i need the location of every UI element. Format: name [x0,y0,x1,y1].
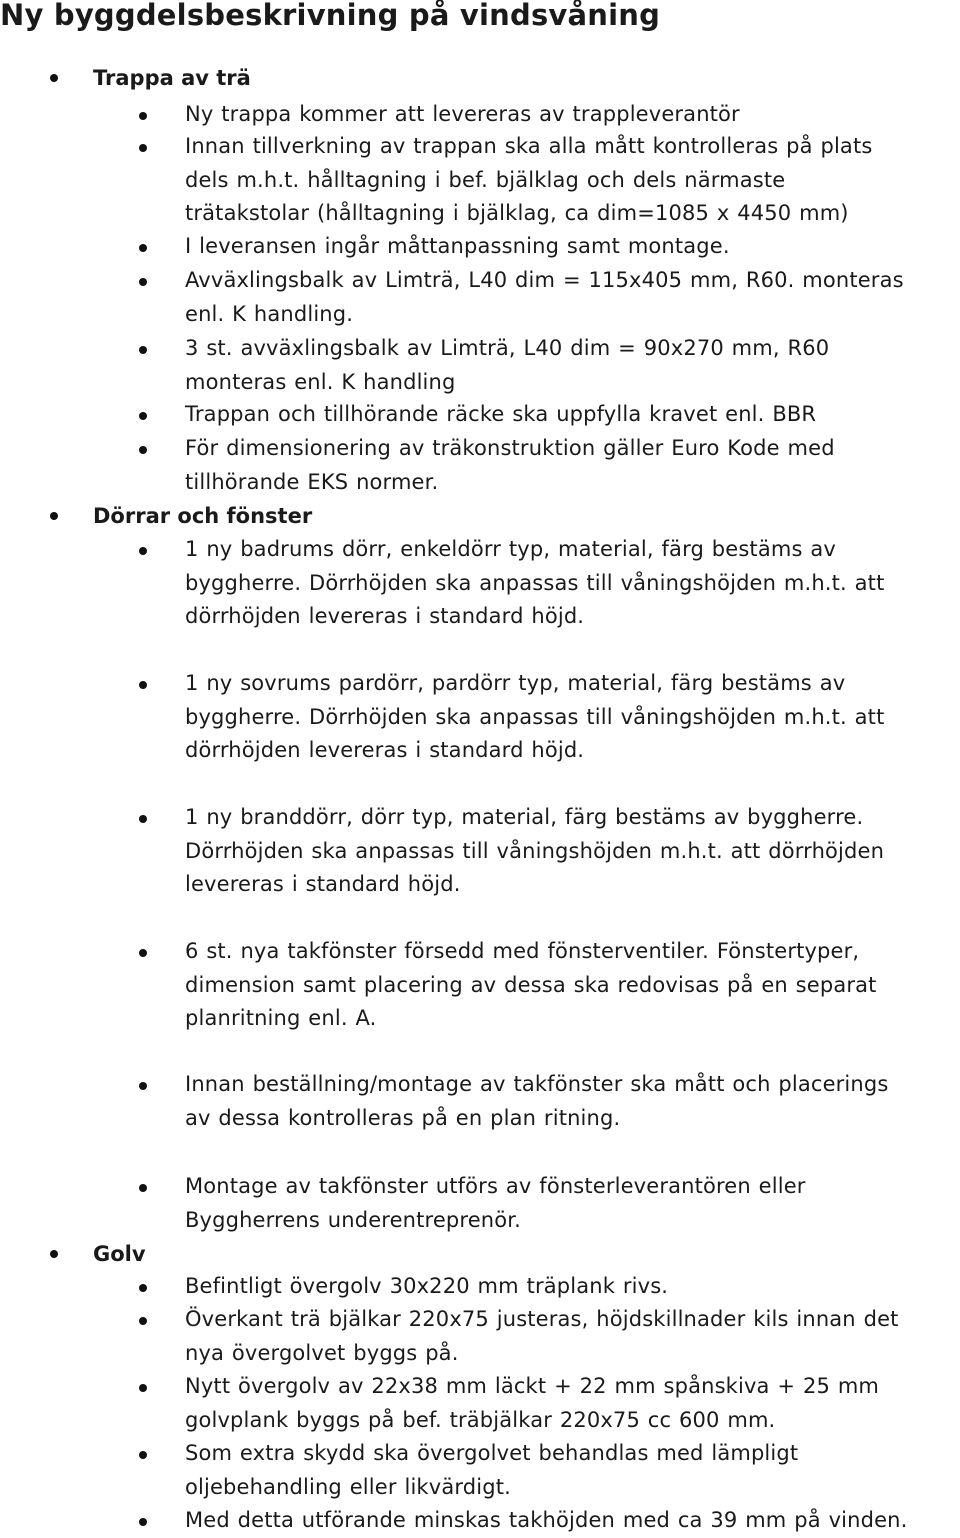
list-item-text: För dimensionering av träkonstruktion gäller Euro Kode med tillhörande EKS normer. [185,436,835,494]
bullet-icon [139,1384,147,1392]
bullet-icon [139,112,147,120]
bullet-icon [139,446,147,454]
list-item-text: Innan tillverkning av trappan ska alla mått kontrolleras på plats dels m.h.t. hålltagning i bef. bjälklag och dels närmaste trätakstolar (hålltagning i bjälklag, ca dim=1085 x 4450 mm) [185,134,873,225]
bullet-icon [139,1518,147,1526]
list-item-text: 1 ny badrums dörr, enkeldörr typ, material, färg bestäms av byggherre. Dörrhöjden ska anpassas till våningshöjden m.h.t. att dörrhöjden levereras i standard höjd. [185,537,885,628]
list-item-text: Montage av takfönster utförs av fönsterleverantören eller Byggherrens underentreprenör. [185,1174,806,1232]
bullet-icon [139,346,147,354]
section-dorrar-fonster [0,499,960,533]
bullet-icon [139,681,147,689]
bullet-icon [139,815,147,823]
section-heading-row [0,61,960,95]
bullet-icon [139,144,147,152]
section-heading: Golv [93,1242,146,1266]
list-item-text: Som extra skydd ska övergolvet behandlas med lämpligt oljebehandling eller likvärdigt. [185,1441,799,1499]
list-item-text: Ny trappa kommer att levereras av trappleverantör [185,102,740,126]
bullet-icon [50,512,58,520]
bullet-icon [139,1082,147,1090]
list-item-text: I leveransen ingår måttanpassning samt montage. [185,234,730,258]
section-heading: Dörrar och fönster [93,504,313,528]
bullet-icon [139,1284,147,1292]
section-heading-row [0,1237,960,1271]
list-item-text: Avväxlingsbalk av Limträ, L40 dim = 115x405 mm, R60. monteras enl. K handling. [185,268,904,326]
bullet-icon [50,1250,58,1258]
bullet-icon [139,412,147,420]
section-heading: Trappa av trä [93,66,251,90]
list-item-text: 6 st. nya takfönster försedd med fönsterventiler. Fönstertyper, dimension samt placering av dessa ska redovisas på en separat planritning enl. A. [185,939,877,1030]
bullet-icon [139,547,147,555]
list-item-text: Innan beställning/montage av takfönster ska mått och placerings av dessa kontrolleras på en plan ritning. [185,1072,889,1130]
section-heading-row [0,499,960,533]
list-item-text: 1 ny sovrums pardörr, pardörr typ, material, färg bestäms av byggherre. Dörrhöjden ska anpassas till våningshöjden m.h.t. att dörrhöjden levereras i standard höjd. [185,671,885,762]
bullet-icon [139,949,147,957]
section-trappa [0,61,960,95]
list-item-text: Nytt övergolv av 22x38 mm läckt + 22 mm spånskiva + 25 mm golvplank byggs på bef. träbjälkar 220x75 cc 600 mm. [185,1374,880,1432]
list-item-text: Överkant trä bjälkar 220x75 justeras, höjdskillnader kils innan det nya övergolvet byggs på. [185,1307,899,1365]
list-item-text: Med detta utförande minskas takhöjden med ca 39 mm på vinden. [185,1508,908,1532]
section-golv [0,1237,960,1271]
bullet-icon [139,278,147,286]
bullet-icon [50,74,58,82]
list-item-text: 3 st. avväxlingsbalk av Limträ, L40 dim = 90x270 mm, R60 monteras enl. K handling [185,336,830,394]
list-item-text: Befintligt övergolv 30x220 mm träplank rivs. [185,1274,669,1298]
page-title: Ny byggdelsbeskrivning på vindsvåning [0,0,661,32]
bullet-icon [139,1451,147,1459]
bullet-icon [139,1184,147,1192]
bullet-icon [139,244,147,252]
bullet-icon [139,1317,147,1325]
list-item-text: Trappan och tillhörande räcke ska uppfylla kravet enl. BBR [185,402,817,426]
list-item-text: 1 ny branddörr, dörr typ, material, färg bestäms av byggherre. Dörrhöjden ska anpassas till våningshöjden m.h.t. att dörrhöjden levereras i standard höjd. [185,805,885,896]
